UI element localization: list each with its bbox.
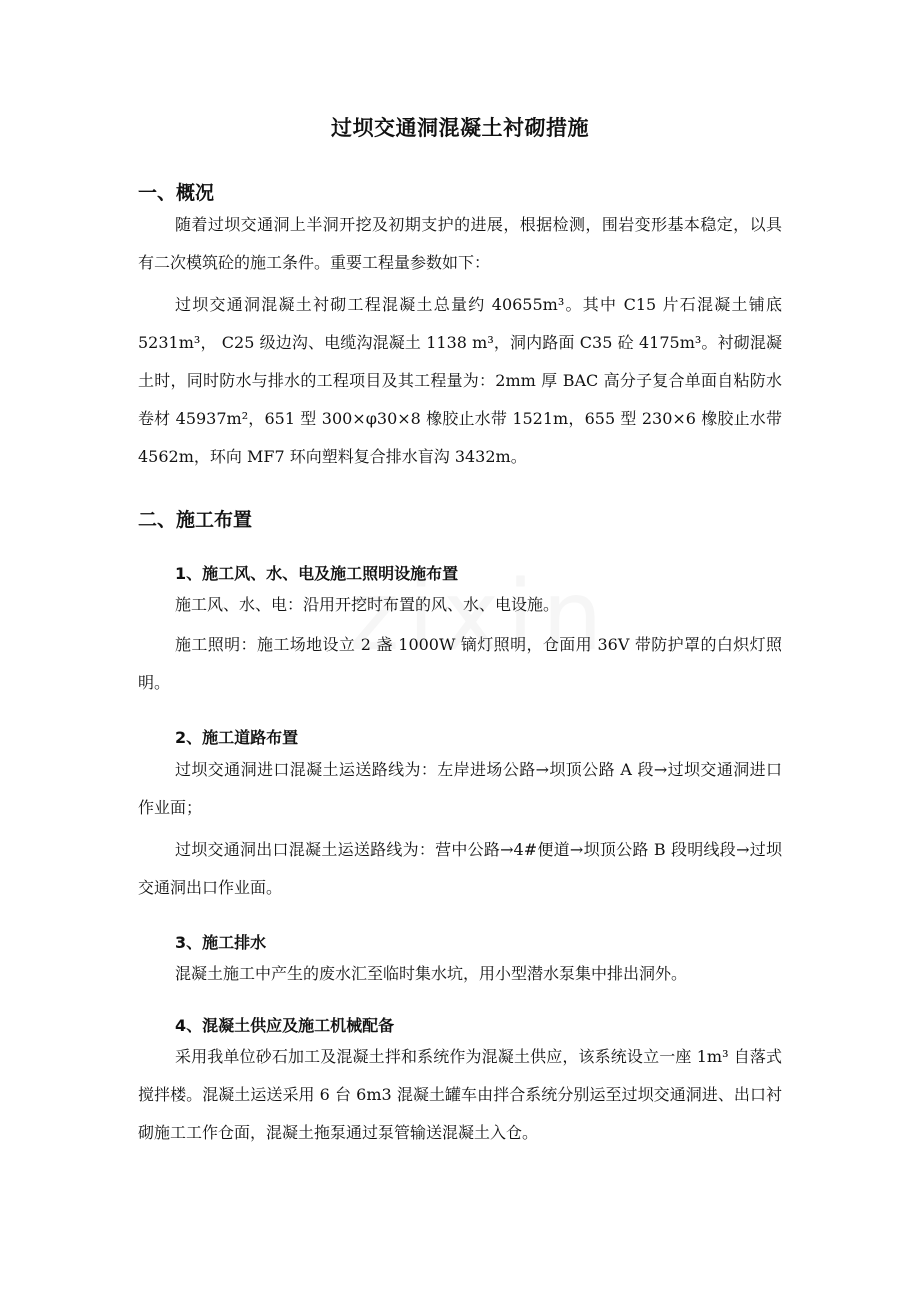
subsection-heading-roads: 2、施工道路布置 xyxy=(175,728,299,747)
drainage-paragraph: 混凝土施工中产生的废水汇至临时集水坑，用小型潜水泵集中排出洞外。 xyxy=(175,964,688,983)
overview-paragraph-2: 过坝交通洞混凝土衬砌工程混凝土总量约 40655m³。其中 C15 片石混凝土铺底 5231m³， C25 级边沟、电缆沟混凝土 1138 m³，洞内路面 C35 砼 4175m³。衬砌混凝土时，同时防水与排水的工程项目及其工程量为：2mm 厚 BAC 高分子复合单面自粘防水卷材 45937m²，651 型 300×φ30×8 橡胶止水带 1521m，655 型 230×6 橡胶止水带 4562m，环向 MF7 环向塑料复合排水盲沟 3432m。 xyxy=(138,295,782,466)
subsection-heading-drainage: 3、施工排水 xyxy=(175,933,267,952)
concrete-supply-paragraph: 采用我单位砂石加工及混凝土拌和系统作为混凝土供应，该系统设立一座 1m³ 自落式搅拌楼。混凝土运送采用 6 台 6m3 混凝土罐车由拌合系统分别运至过坝交通洞进、出口衬砌施工工作仓面，混凝土拖泵通过泵管输送混凝土入仓。 xyxy=(138,1047,782,1142)
section-heading-overview: 一、概况 xyxy=(138,182,215,204)
subsection-heading-concrete-supply: 4、混凝土供应及施工机械配备 xyxy=(175,1016,395,1035)
roads-paragraph-2: 过坝交通洞出口混凝土运送路线为：营中公路→4#便道→坝顶公路 B 段明线段→过坝交通洞出口作业面。 xyxy=(138,840,782,897)
overview-paragraph-1: 随着过坝交通洞上半洞开挖及初期支护的进展，根据检测，围岩变形基本稳定，以具有二次模筑砼的施工条件。重要工程量参数如下： xyxy=(138,215,782,272)
subsection-heading-utilities: 1、施工风、水、电及施工照明设施布置 xyxy=(175,564,459,583)
section-heading-layout: 二、施工布置 xyxy=(138,509,253,531)
page-title: 过坝交通洞混凝土衬砌措施 xyxy=(331,116,589,140)
roads-paragraph-1: 过坝交通洞进口混凝土运送路线为：左岸进场公路→坝顶公路 A 段→过坝交通洞进口作业面； xyxy=(138,760,782,817)
utilities-paragraph-1: 施工风、水、电：沿用开挖时布置的风、水、电设施。 xyxy=(175,595,560,614)
utilities-paragraph-2: 施工照明：施工场地设立 2 盏 1000W 镝灯照明，仓面用 36V 带防护罩的白炽灯照明。 xyxy=(138,635,782,692)
